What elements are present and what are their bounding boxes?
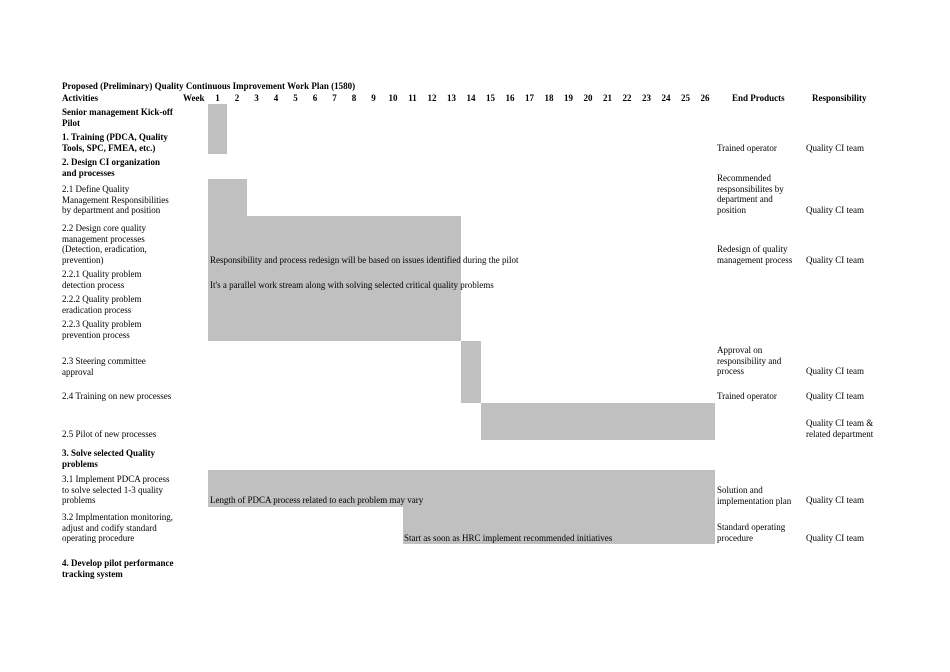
week-header-8: 8: [351, 93, 357, 103]
week-header-24: 24: [661, 93, 671, 103]
header-responsibility: Responsibility: [812, 93, 867, 103]
week-header-22: 22: [622, 93, 632, 103]
week-header-15: 15: [486, 93, 495, 103]
gantt-bar-training-new-processes: [461, 378, 481, 403]
activity-design-ci: 2. Design CI organization and processes: [62, 157, 161, 178]
page-title: Proposed (Preliminary) Quality Continuous Improvement Work Plan (1580): [62, 81, 356, 91]
end-product-2-2: Redesign of quality management process: [717, 244, 793, 265]
week-header-19: 19: [564, 93, 573, 103]
bar-note-redesign: Responsibility and process redesign will be based on issues identified during the pilot: [210, 255, 519, 265]
responsibility-training: Quality CI team: [806, 143, 864, 153]
week-header-20: 20: [583, 93, 593, 103]
week-header-13: 13: [447, 93, 456, 103]
activity-2-2-2: 2.2.2 Quality problem eradication process: [62, 294, 142, 315]
activity-2-3: 2.3 Steering committee approval: [62, 356, 146, 377]
week-header-3: 3: [254, 93, 259, 103]
week-header-10: 10: [388, 93, 398, 103]
week-header-18: 18: [544, 93, 554, 103]
activity-tracking-system: 4. Develop pilot performance tracking system: [62, 558, 174, 579]
gantt-bar-kickoff: [208, 104, 227, 154]
responsibility-2-5: Quality CI team & related department: [806, 418, 874, 439]
header-end-products: End Products: [732, 93, 785, 103]
week-header-23: 23: [642, 93, 651, 103]
bar-note-parallel: It's a parallel work stream along with solving selected critical quality problems: [210, 280, 494, 290]
end-product-3-2: Standard operating procedure: [717, 522, 786, 543]
activity-2-1: 2.1 Define Quality Management Responsibilities by department and position: [62, 184, 169, 215]
week-header-6: 6: [312, 93, 318, 103]
week-header-16: 16: [505, 93, 515, 103]
week-header-12: 12: [427, 93, 437, 103]
gantt-bar-design-processes: [208, 216, 461, 341]
activity-solve-problems: 3. Solve selected Quality problems: [62, 448, 155, 469]
end-product-2-1: Recommended respsonsibilites by department and position: [717, 173, 784, 215]
gantt-bar-pilot-new-processes: [481, 403, 715, 440]
end-product-training: Trained operator: [717, 143, 777, 153]
activity-2-2-1: 2.2.1 Quality problem detection process: [62, 269, 142, 290]
week-header-2: 2: [234, 93, 240, 103]
responsibility-2-3: Quality CI team: [806, 366, 864, 376]
activity-2-5: 2.5 Pilot of new processes: [62, 429, 157, 439]
end-product-2-4: Trained operator: [717, 391, 777, 401]
gantt-bar-define-responsibilities: [208, 179, 247, 216]
week-header-17: 17: [525, 93, 534, 103]
bar-note-pdca-length: Length of PDCA process related to each problem may vary: [210, 495, 424, 505]
end-product-3-1: Solution and implementation plan: [717, 485, 792, 506]
header-week: Week: [183, 93, 205, 103]
activity-2-4: 2.4 Training on new processes: [62, 391, 172, 401]
responsibility-3-1: Quality CI team: [806, 495, 864, 505]
activity-training: 1. Training (PDCA, Quality Tools, SPC, FMEA, etc.): [62, 132, 168, 153]
week-header-5: 5: [293, 93, 298, 103]
end-product-2-3: Approval on responsibility and process: [717, 345, 782, 376]
week-header-26: 26: [700, 93, 710, 103]
week-header-9: 9: [371, 93, 376, 103]
week-header-21: 21: [603, 93, 612, 103]
responsibility-2-4: Quality CI team: [806, 391, 864, 401]
week-header-11: 11: [408, 93, 417, 103]
header-activities: Activities: [62, 93, 98, 103]
week-header-14: 14: [466, 93, 476, 103]
activity-2-2-3: 2.2.3 Quality problem prevention process: [62, 319, 142, 340]
week-header-25: 25: [681, 93, 690, 103]
gantt-bar-steering-approval: [461, 341, 481, 378]
bar-note-hrc-start: Start as soon as HRC implement recommended initiatives: [404, 533, 613, 543]
activity-2-2: 2.2 Design core quality management processes (Detection, eradication, prevention): [62, 223, 147, 265]
activity-3-2: 3.2 Implmentation monitoring, adjust and codify standard operating procedure: [62, 512, 173, 543]
responsibility-3-2: Quality CI team: [806, 533, 864, 543]
week-header-1: 1: [215, 93, 220, 103]
responsibility-2-2: Quality CI team: [806, 255, 864, 265]
activity-3-1: 3.1 Implement PDCA process to solve selected 1-3 quality problems: [62, 474, 170, 505]
responsibility-2-1: Quality CI team: [806, 205, 864, 215]
week-header-4: 4: [273, 93, 279, 103]
activity-kickoff: Senior management Kick-off Pilot: [62, 107, 173, 128]
week-header-7: 7: [332, 93, 337, 103]
